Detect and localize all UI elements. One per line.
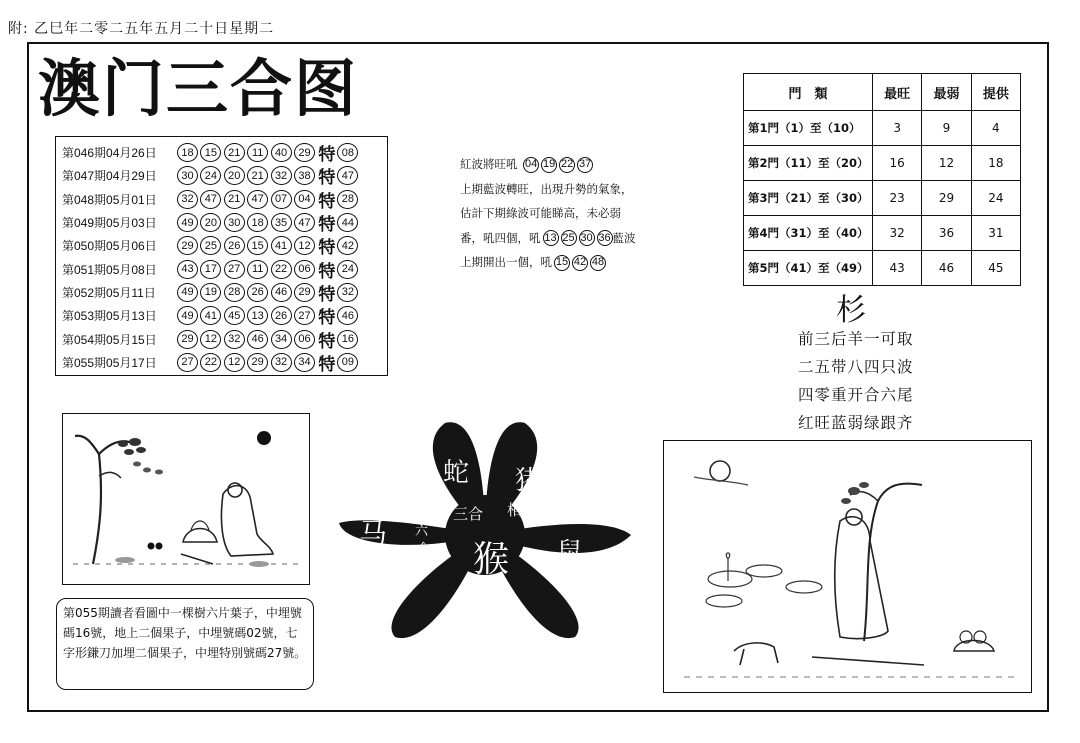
door-cell-min: 36 <box>922 216 971 251</box>
special-mark: 特 <box>318 261 336 282</box>
special-number-ball: 46 <box>337 306 358 325</box>
number-ball: 30 <box>224 213 245 232</box>
number-ball: 22 <box>200 353 221 372</box>
wave-number-circle: 30 <box>579 230 595 246</box>
riddle-box: 第055期讀者看圖中一棵樹六片葉子，中埋號碼16號，地上二個果子，中埋號碼02號，七字形鎌刀加埋二個果子，中埋特別號碼27號。 <box>56 598 314 690</box>
history-row-label: 第055期05月17日 <box>62 355 157 370</box>
special-number-ball: 24 <box>337 260 358 279</box>
number-ball: 15 <box>200 143 221 162</box>
door-row <box>744 216 1021 251</box>
special-number-ball: 47 <box>337 166 358 185</box>
number-ball: 15 <box>247 236 268 255</box>
door-cell-offer: 45 <box>971 251 1020 286</box>
number-ball: 32 <box>271 166 292 185</box>
flower-diagram <box>335 415 635 645</box>
history-row <box>62 188 387 211</box>
wave-number-circle: 48 <box>590 255 606 271</box>
door-row <box>744 146 1021 181</box>
door-row <box>744 111 1021 146</box>
number-ball: 40 <box>271 143 292 162</box>
number-ball: 29 <box>294 283 315 302</box>
page-title: 澳门三合图 <box>38 52 359 125</box>
wave-line-4 <box>460 226 660 251</box>
poem-line: 红旺蓝弱绿跟齐 <box>798 414 914 432</box>
header-door: 門 類 <box>744 74 873 111</box>
door-table-header <box>744 74 1021 111</box>
draw-history-panel <box>55 136 388 376</box>
special-number-ball: 09 <box>337 353 358 372</box>
number-ball: 21 <box>247 166 268 185</box>
door-cell-min: 29 <box>922 181 971 216</box>
number-ball: 26 <box>271 306 292 325</box>
history-row-label: 第048期05月01日 <box>62 192 157 207</box>
door-table <box>743 73 1021 286</box>
wave-commentary <box>460 152 660 275</box>
history-row <box>62 281 387 304</box>
number-ball: 20 <box>224 166 245 185</box>
number-ball: 46 <box>247 330 268 349</box>
history-row-label: 第050期05月06日 <box>62 239 157 254</box>
door-cell-max: 43 <box>873 251 922 286</box>
special-number-ball: 16 <box>337 330 358 349</box>
date-line: 附: 乙巳年二零二五年五月二十日星期二 <box>8 21 275 37</box>
special-number-ball: 44 <box>337 213 358 232</box>
history-row-label: 第046期04月26日 <box>62 146 157 161</box>
wave-line-4-numbers <box>541 231 613 245</box>
door-cell-door: 第4門（31）至（40） <box>744 216 873 251</box>
number-ball: 06 <box>294 330 315 349</box>
wave-line-4-tail: 藍波 <box>612 230 636 245</box>
sage-picking-fruit-drawing <box>63 414 308 583</box>
door-cell-door: 第3門（21）至（30） <box>744 181 873 216</box>
number-ball: 04 <box>294 190 315 209</box>
number-ball: 06 <box>294 260 315 279</box>
zodiac-flower <box>335 415 635 645</box>
number-ball: 32 <box>224 330 245 349</box>
number-ball: 22 <box>271 260 292 279</box>
right-illustration <box>663 440 1032 693</box>
header-max: 最旺 <box>873 74 922 111</box>
number-ball: 12 <box>294 236 315 255</box>
number-ball: 12 <box>224 353 245 372</box>
number-ball: 27 <box>294 306 315 325</box>
zodiac-rat: 鼠 <box>557 538 584 568</box>
number-ball: 27 <box>224 260 245 279</box>
number-ball: 26 <box>224 236 245 255</box>
number-ball: 11 <box>247 143 268 162</box>
history-row-label: 第052期05月11日 <box>62 285 156 300</box>
number-ball: 21 <box>224 143 245 162</box>
number-ball: 30 <box>177 166 198 185</box>
wave-line-2: 上期藍波轉旺，出現升勢的氣象， <box>460 181 633 196</box>
number-ball: 29 <box>247 353 268 372</box>
door-row <box>744 251 1021 286</box>
zodiac-monkey: 猴 <box>473 539 510 580</box>
door-cell-offer: 4 <box>971 111 1020 146</box>
number-ball: 43 <box>177 260 198 279</box>
special-mark: 特 <box>318 284 336 305</box>
wave-number-circle: 04 <box>523 157 539 173</box>
special-number-ball: 32 <box>337 283 358 302</box>
number-ball: 19 <box>200 283 221 302</box>
door-cell-min: 46 <box>922 251 971 286</box>
wave-line-5-numbers <box>552 255 606 269</box>
number-ball: 18 <box>247 213 268 232</box>
special-mark: 特 <box>318 145 336 166</box>
label-liuhe-2: 合 <box>417 542 431 557</box>
label-liuhe-1: 六 <box>415 524 429 539</box>
number-ball: 20 <box>200 213 221 232</box>
door-cell-door: 第2門（11）至（20） <box>744 146 873 181</box>
wave-number-circle: 42 <box>572 255 588 271</box>
special-mark: 特 <box>318 215 336 236</box>
history-row <box>62 351 387 374</box>
number-ball: 26 <box>247 283 268 302</box>
number-ball: 47 <box>247 190 268 209</box>
door-cell-min: 12 <box>922 146 971 181</box>
history-row <box>62 327 387 350</box>
special-mark: 特 <box>318 168 336 189</box>
wave-line-1-numbers <box>521 157 593 171</box>
number-ball: 17 <box>200 260 221 279</box>
special-mark: 特 <box>318 331 336 352</box>
door-cell-max: 3 <box>873 111 922 146</box>
number-ball: 32 <box>177 190 198 209</box>
special-mark: 特 <box>318 308 336 329</box>
special-mark: 特 <box>318 354 336 375</box>
wave-number-circle: 13 <box>543 230 559 246</box>
history-row <box>62 164 387 187</box>
wave-number-circle: 22 <box>559 157 575 173</box>
number-ball: 38 <box>294 166 315 185</box>
number-ball: 18 <box>177 143 198 162</box>
header-offer: 提供 <box>971 74 1020 111</box>
door-cell-door: 第1門（1）至（10） <box>744 111 873 146</box>
history-row <box>62 141 387 164</box>
left-illustration <box>62 413 310 585</box>
poem-title: 杉 <box>836 293 866 328</box>
wave-line-1-text: 紅波將旺吼 <box>460 157 518 171</box>
number-ball: 34 <box>294 353 315 372</box>
number-ball: 29 <box>177 330 198 349</box>
poem-line: 前三后羊一可取 <box>798 330 914 348</box>
header-min: 最弱 <box>922 74 971 111</box>
number-ball: 49 <box>177 213 198 232</box>
label-sanhe: 三合 <box>453 505 484 523</box>
number-ball: 47 <box>294 213 315 232</box>
number-ball: 27 <box>177 353 198 372</box>
history-row <box>62 304 387 327</box>
poem-line: 二五带八四只波 <box>798 358 914 376</box>
special-mark: 特 <box>318 238 336 259</box>
number-ball: 24 <box>200 166 221 185</box>
special-number-ball: 08 <box>337 143 358 162</box>
number-ball: 49 <box>177 283 198 302</box>
door-cell-offer: 24 <box>971 181 1020 216</box>
number-ball: 25 <box>200 236 221 255</box>
number-ball: 29 <box>294 143 315 162</box>
wave-number-circle: 25 <box>561 230 577 246</box>
history-row <box>62 211 387 234</box>
number-ball: 41 <box>200 306 221 325</box>
number-ball: 11 <box>247 260 268 279</box>
wave-line-4-text: 番，吼四個，吼 <box>460 230 541 245</box>
zodiac-snake: 蛇 <box>443 458 470 488</box>
door-cell-offer: 18 <box>971 146 1020 181</box>
special-mark: 特 <box>318 191 336 212</box>
wave-line-1 <box>460 152 660 177</box>
number-ball: 41 <box>271 236 292 255</box>
number-ball: 34 <box>271 330 292 349</box>
history-row-label: 第053期05月13日 <box>62 309 157 324</box>
poem <box>798 325 914 437</box>
door-cell-max: 32 <box>873 216 922 251</box>
wave-number-circle: 19 <box>541 157 557 173</box>
number-ball: 47 <box>200 190 221 209</box>
special-number-ball: 28 <box>337 190 358 209</box>
wave-number-circle: 37 <box>577 157 593 173</box>
zodiac-pig: 猪 <box>515 466 542 496</box>
wave-number-circle: 15 <box>554 255 570 271</box>
door-cell-offer: 31 <box>971 216 1020 251</box>
wave-number-circle: 36 <box>597 230 613 246</box>
door-cell-door: 第5門（41）至（49） <box>744 251 873 286</box>
number-ball: 12 <box>200 330 221 349</box>
label-xiangchong: 相冲 <box>507 501 538 519</box>
door-row <box>744 181 1021 216</box>
number-ball: 07 <box>271 190 292 209</box>
number-ball: 45 <box>224 306 245 325</box>
sage-under-moon-drawing <box>664 441 1030 691</box>
door-cell-max: 16 <box>873 146 922 181</box>
number-ball: 13 <box>247 306 268 325</box>
zodiac-horse: 马 <box>359 517 388 550</box>
special-number-ball: 42 <box>337 236 358 255</box>
history-row-label: 第054期05月15日 <box>62 332 157 347</box>
wave-line-3: 估計下期綠波可能睇高，未必弱 <box>460 206 621 220</box>
number-ball: 28 <box>224 283 245 302</box>
door-cell-max: 23 <box>873 181 922 216</box>
history-row-label: 第047期04月29日 <box>62 169 157 184</box>
number-ball: 46 <box>271 283 292 302</box>
poem-line: 四零重开合六尾 <box>798 386 914 404</box>
number-ball: 21 <box>224 190 245 209</box>
history-row <box>62 234 387 257</box>
door-cell-min: 9 <box>922 111 971 146</box>
number-ball: 29 <box>177 236 198 255</box>
history-row-label: 第051期05月08日 <box>62 262 157 277</box>
number-ball: 32 <box>271 353 292 372</box>
history-row <box>62 257 387 280</box>
history-row-label: 第049期05月03日 <box>62 216 157 231</box>
wave-line-5 <box>460 250 660 275</box>
wave-line-5-text: 上期開出一個，吼 <box>460 255 552 269</box>
number-ball: 35 <box>271 213 292 232</box>
number-ball: 49 <box>177 306 198 325</box>
